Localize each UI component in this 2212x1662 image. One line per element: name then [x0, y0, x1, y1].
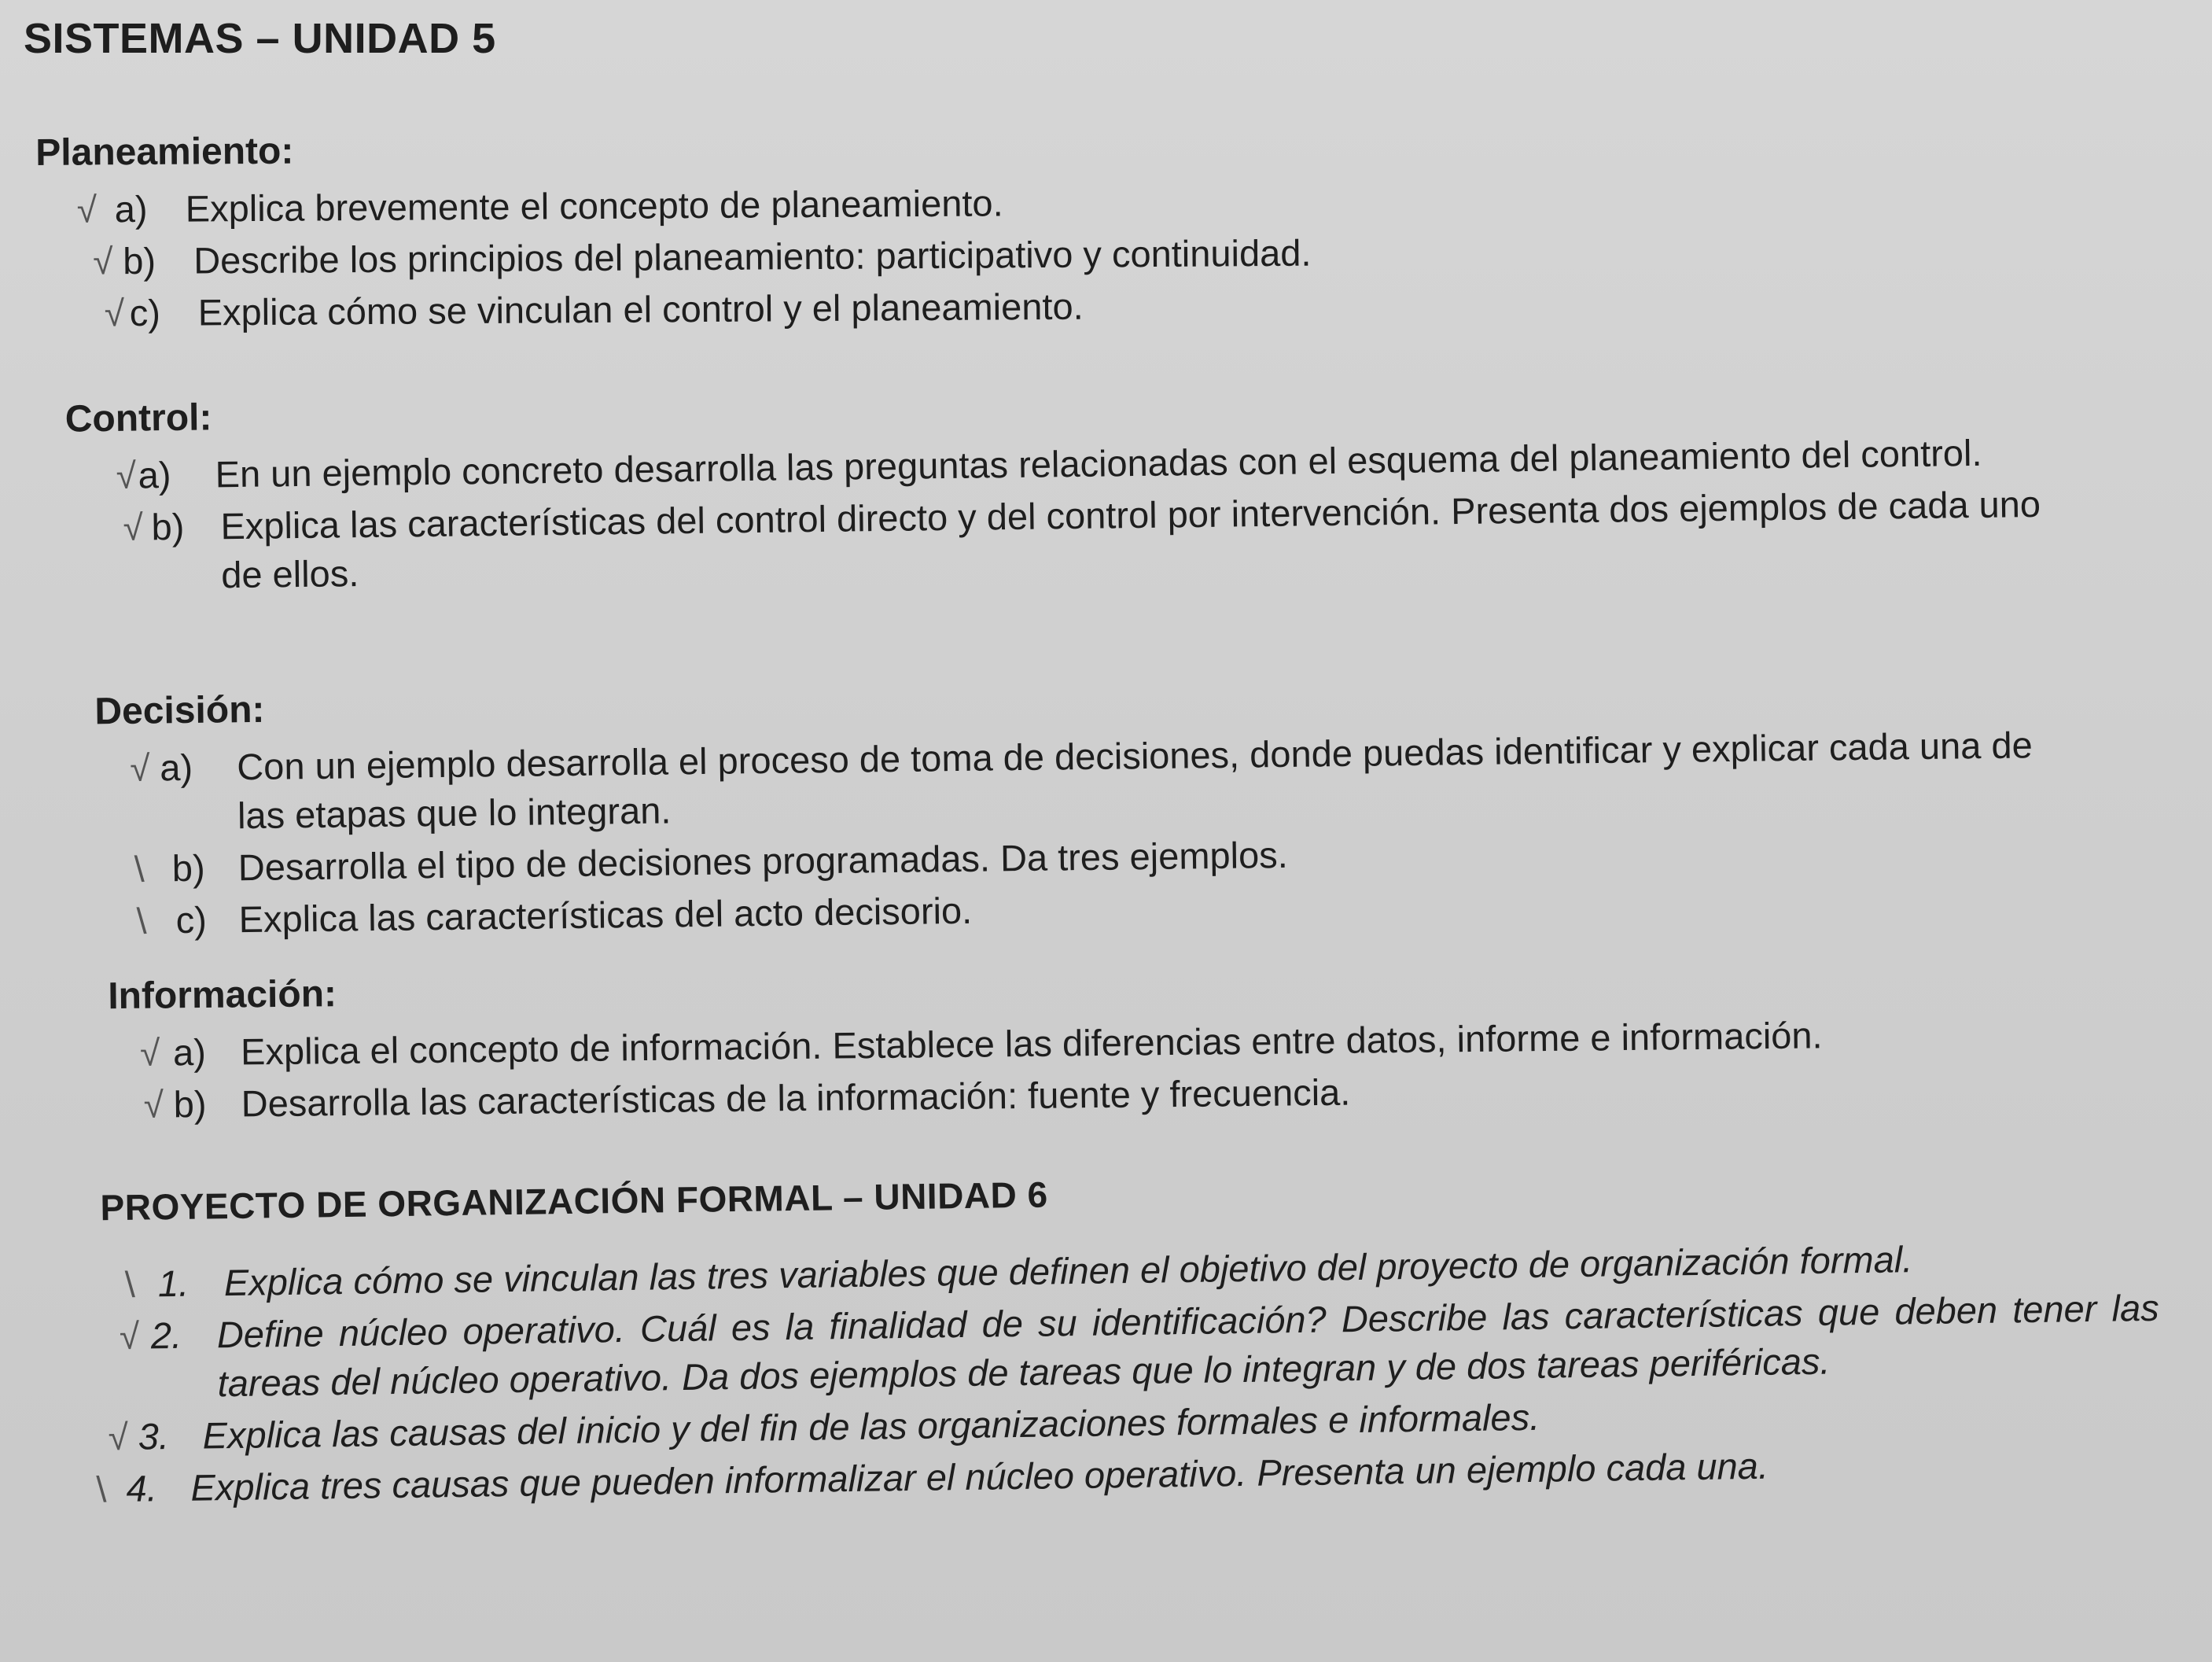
- item-text: Explica las causas del inicio y del fin de las organizaciones formales e informales.: [202, 1395, 1540, 1457]
- section-informacion: [108, 954, 2091, 1133]
- project-heading: PROYECTO DE ORGANIZACIÓN FORMAL – UNIDAD 6: [100, 1174, 1048, 1229]
- item-label: 1.: [157, 1262, 190, 1305]
- check-mark: √: [139, 1032, 160, 1074]
- item-label: c): [175, 898, 208, 942]
- item-label: b): [151, 505, 185, 548]
- check-mark: √: [76, 189, 98, 230]
- check-mark: √: [108, 1416, 129, 1458]
- item-text: Explica cómo se vinculan las tres variables que definen el objetivo del proyecto de organización formal.: [223, 1238, 1913, 1304]
- check-mark: √: [93, 241, 113, 282]
- list-item: [95, 720, 2070, 842]
- section-heading: Control:: [64, 396, 212, 440]
- item-label: b): [173, 1082, 207, 1126]
- check-mark: √: [129, 747, 150, 789]
- item-label: a): [138, 454, 171, 496]
- item-text: Explica cómo se vinculan el control y el planeamiento.: [197, 285, 1084, 334]
- item-label: 3.: [138, 1415, 170, 1457]
- section-heading: Decisión:: [94, 688, 265, 733]
- tick-mark: \: [136, 900, 147, 942]
- list-item: [37, 275, 2050, 338]
- item-text: Desarrolla las características de la información: fuente y frecuencia.: [241, 1071, 1351, 1125]
- section-proyecto: [96, 1158, 2165, 1517]
- item-text: Explica tres causas que pueden informalizar el núcleo operativo. Presenta un ejemplo cada una.: [190, 1444, 1769, 1509]
- item-text: Describe los principios del planeamiento: participativo y continuidad.: [193, 231, 1312, 282]
- tick-mark: \: [96, 1469, 107, 1510]
- item-text: Explica el concepto de información. Establece las diferencias entre datos, informe e información.: [240, 1014, 1823, 1073]
- item-text: Explica brevemente el concepto de planeamiento.: [185, 182, 1003, 230]
- item-text: Define núcleo operativo. Cuál es la finalidad de su identificación? Describe las características que deben tener las tareas del núcleo operativo. Da dos ejemplos de tareas que lo integran y de dos tareas periféricas.: [216, 1286, 2159, 1405]
- document-title: SISTEMAS – UNIDAD 5: [24, 15, 496, 62]
- tick-mark: \: [124, 1263, 136, 1305]
- item-label: b): [171, 846, 205, 890]
- section-control: [64, 373, 2080, 604]
- check-mark: √: [104, 293, 125, 334]
- item-label: b): [123, 239, 156, 282]
- check-mark: √: [143, 1084, 164, 1126]
- item-label: 4.: [126, 1467, 158, 1509]
- list-item: [66, 480, 2053, 602]
- tick-mark: \: [134, 848, 145, 890]
- item-text: Explica las características del control directo y del control por intervención. Presenta dos ejemplos de cada uno de ellos.: [220, 482, 2041, 596]
- section-heading: Información:: [108, 973, 337, 1018]
- item-text: Desarrolla el tipo de decisiones programadas. Da tres ejemplos.: [237, 833, 1289, 889]
- item-label: c): [129, 291, 161, 334]
- section-decision: [94, 666, 2079, 949]
- item-label: a): [172, 1030, 207, 1074]
- item-label: 2.: [150, 1314, 182, 1357]
- item-label: a): [159, 746, 193, 789]
- item-label: a): [114, 187, 148, 230]
- section-heading: Planeamiento:: [35, 130, 294, 174]
- item-text: En un ejemplo concreto desarrolla las preguntas relacionadas con el esquema del planeamiento del control.: [215, 431, 1982, 496]
- check-mark: √: [119, 1315, 140, 1357]
- section-planeamiento: [35, 117, 2050, 341]
- item-text: Con un ejemplo desarrolla el proceso de toma de decisiones, donde puedas identificar y explicar cada una de las etapas que lo integran.: [236, 724, 2033, 837]
- check-mark: √: [123, 507, 144, 548]
- item-text: Explica las características del acto decisorio.: [238, 889, 973, 941]
- check-mark: √: [116, 455, 137, 496]
